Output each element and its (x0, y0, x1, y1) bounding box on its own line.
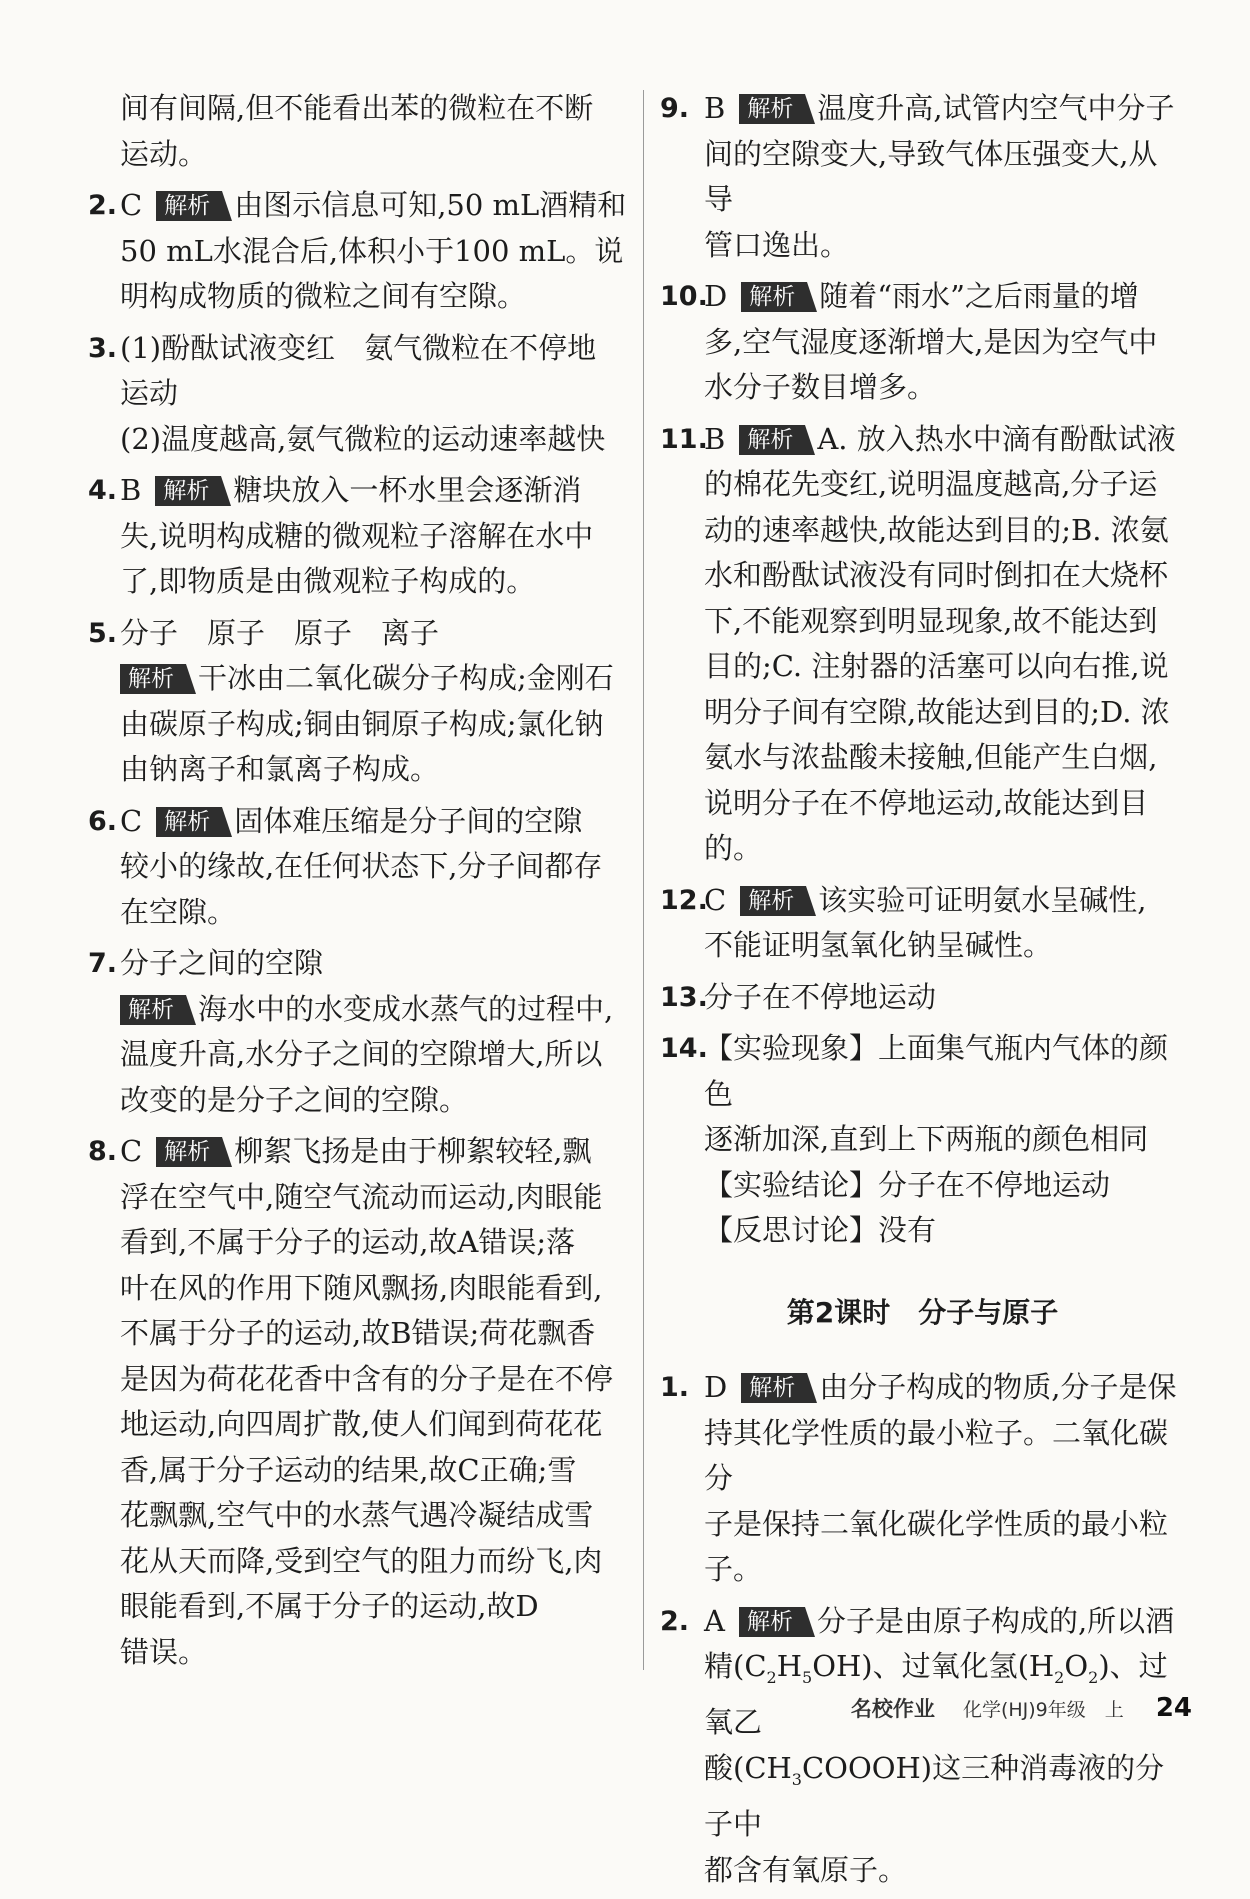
analysis-tag: 解析 (739, 425, 805, 455)
formula-line: 精$(C_2H_5OH)$、过氧化氢$(H_2O_2)$、过氧乙 (704, 1649, 1168, 1740)
analysis-tag: 解析 (120, 995, 186, 1025)
answer-2: 2. C 解析 由图示信息可知,50 mL酒精和 50 mL水混合后,体积小于100 mL。说 明构成物质的微粒之间有空隙。 (88, 188, 627, 313)
analysis-tag: 解析 (739, 94, 805, 124)
answer-5: 5. 分子 原子 原子 离子 解析 干冰由二氧化碳分子构成;金刚石 由碳原子构成;铜由铜原子构成;氯化钠 由钠离子和氯离子构成。 (88, 615, 614, 786)
answer-13: 13. 分子在不停地运动 (660, 979, 937, 1014)
footer-brand: 名校作业 (850, 1697, 935, 1721)
analysis-tag: 解析 (120, 664, 186, 694)
answer-7: 7. 分子之间的空隙 解析 海水中的水变成水蒸气的过程中, 温度升高,水分子之间的空隙增大,所以 改变的是分子之间的空隙。 (88, 946, 614, 1117)
answer-10: 10. D 解析 随着“雨水”之后雨量的增 多,空气湿度逐渐增大,是因为空气中 水分子数目增多。 (660, 279, 1158, 404)
section-answer-2: 2. A 解析 分子是由原子构成的,所以酒 精$(C_2H_5OH)$、过氧化氢$(H_2O_2)$、过氧乙 酸$(CH_3COOOH)$这三种消毒液的分子中 都含有氧原子。 (660, 1599, 1185, 1894)
answer-14: 14. 【实验现象】上面集气瓶内气体的颜色 逐渐加深,直到上下两瓶的颜色相同 【实验结论】分子在不停地运动 【反思讨论】没有 (660, 1031, 1169, 1247)
analysis-tag: 解析 (741, 282, 807, 312)
section-answer-1: 1. D 解析 由分子构成的物质,分子是保 持其化学性质的最小粒子。二氧化碳分 子是保持二氧化碳化学性质的最小粒子。 (660, 1370, 1177, 1586)
page-footer (851, 1693, 1192, 1723)
answer-4: 4. B 解析 糖块放入一杯水里会逐渐消 失,说明构成糖的微观粒子溶解在水中 了,即物质是由微观粒子构成的。 (88, 473, 594, 598)
footer-subject: 化学(HJ)9年级 上 (962, 1699, 1124, 1721)
answer-3: 3. (1)酚酞试液变红 氨气微粒在不停地 运动 (2)温度越高,氨气微粒的运动速率越快 (88, 330, 606, 456)
analysis-tag: 解析 (156, 1137, 222, 1167)
column-divider (643, 90, 644, 1670)
analysis-tag: 解析 (741, 1373, 807, 1403)
analysis-tag: 解析 (739, 1607, 805, 1637)
answer-8: 8. C 解析 柳絮飞扬是由于柳絮较轻,飘 浮在空气中,随空气流动而运动,肉眼能 看到,不属于分子的运动,故A错误;落 叶在风的作用下随风飘扬,肉眼能看到, 不属于分子的运动,故B错误;荷花飘香 是因为荷花花香中含有的分子是在不停 地运动,向四周扩散,使人们闻到荷花花 香,属于分子运动的结果,故C正确;雪 花飘飘,空气中的水蒸气遇冷凝结成雪 花从天而降,受到空气的阻力而纷飞,肉 眼能看到,不属于分子的运动,故D 错误。 (88, 1134, 614, 1669)
answer-6: 6. C 解析 固体难压缩是分子间的空隙 较小的缘故,在任何状态下,分子间都存 在空隙。 (88, 803, 603, 929)
analysis-tag: 解析 (740, 886, 806, 916)
analysis-tag: 解析 (156, 191, 222, 221)
right-column (660, 86, 1185, 1899)
answer-11: 11. B 解析 A. 放入热水中滴有酚酞试液 的棉花先变红,说明温度越高,分子运 动的速率越快,故能达到目的;B. 浓氨 水和酚酞试液没有同时倒扣在大烧杯 下,不能观察到明显现象,故不能达到 目的;C. 注射器的活塞可以向右推,说 明分子间有空隙,故能达到目的;D. 浓 氨水与浓盐酸未接触,但能产生白烟, 说明分子在不停地运动,故能达到目的。 (660, 421, 1176, 865)
page-number: 24 (1155, 1693, 1192, 1723)
carryover-text: 间有间隔,但不能看出苯的微粒在不断 运动。 (120, 91, 594, 171)
analysis-tag: 解析 (156, 807, 222, 837)
formula-line: 酸$(CH_3COOOH)$这三种消毒液的分子中 (704, 1750, 1165, 1842)
section-title: 第2课时 分子与原子 (786, 1295, 1059, 1329)
answer-12: 12. C 解析 该实验可证明氨水呈碱性, 不能证明氢氧化钠呈碱性。 (660, 882, 1147, 962)
left-column (88, 86, 628, 1681)
answer-9: 9. B 解析 温度升高,试管内空气中分子 间的空隙变大,导致气体压强变大,从导 管口逸出。 (660, 91, 1175, 262)
analysis-tag: 解析 (155, 476, 221, 506)
